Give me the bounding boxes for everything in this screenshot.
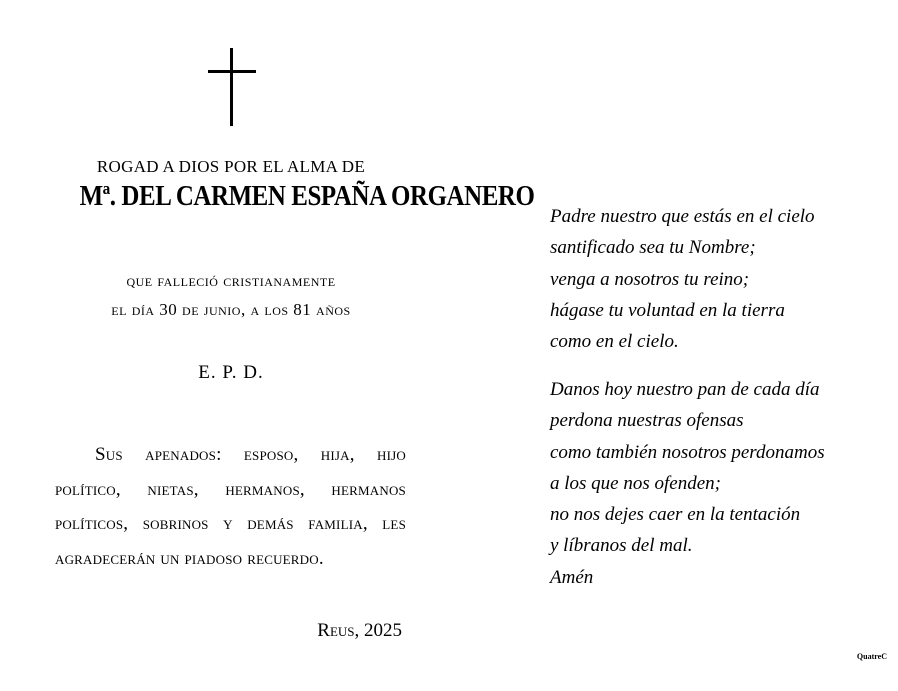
prayer-line: como también nosotros perdonamos [550,441,825,463]
prayer-line: santificado sea tu Nombre; [550,237,756,259]
prayer-stanza-2 [550,374,880,593]
death-line-2: el día 30 de junio, a los 81 años [111,300,351,319]
place-date: Reus, 2025 [317,620,402,641]
cross-icon [208,48,256,126]
cross-vertical-bar [230,48,233,126]
prayer-line: a los que nos ofenden; [550,472,721,494]
prayer-line: Danos hoy nuestro pan de cada día [550,379,820,400]
prayer-line: perdona nuestras ofensas [550,410,744,432]
prayer-line: no nos dejes caer en la tentación [550,504,801,526]
header-text: ROGAD A DIOS POR EL ALMA DE [96,157,366,176]
prayer-stanza-1 [550,201,880,357]
death-notice [55,266,407,324]
cross-horizontal-bar [208,70,256,73]
prayer-line: Amén [550,566,594,588]
prayer-line: Padre nuestro que estás en el cielo [550,206,815,227]
mourners-paragraph: Sus apenados: esposo, hija, hijo político, nietas, hermanos, hermanos políticos, sobrinos y demás familia, les agradecerán un piadoso recuerdo. [55,444,406,569]
death-line-1: que falleció cristianamente [126,271,336,290]
prayer-line: venga a nosotros tu reino; [550,268,750,290]
prayer-line: y líbranos del mal. [550,535,693,557]
prayer-line: hágase tu voluntad en la tierra [550,299,785,321]
prayer-line: como en el cielo. [550,331,679,353]
deceased-name: Mª. DEL CARMEN ESPAÑA ORGANERO [79,180,535,212]
printer-credit: QuatreC [856,652,887,661]
epd-text: E. P. D. [198,362,264,383]
